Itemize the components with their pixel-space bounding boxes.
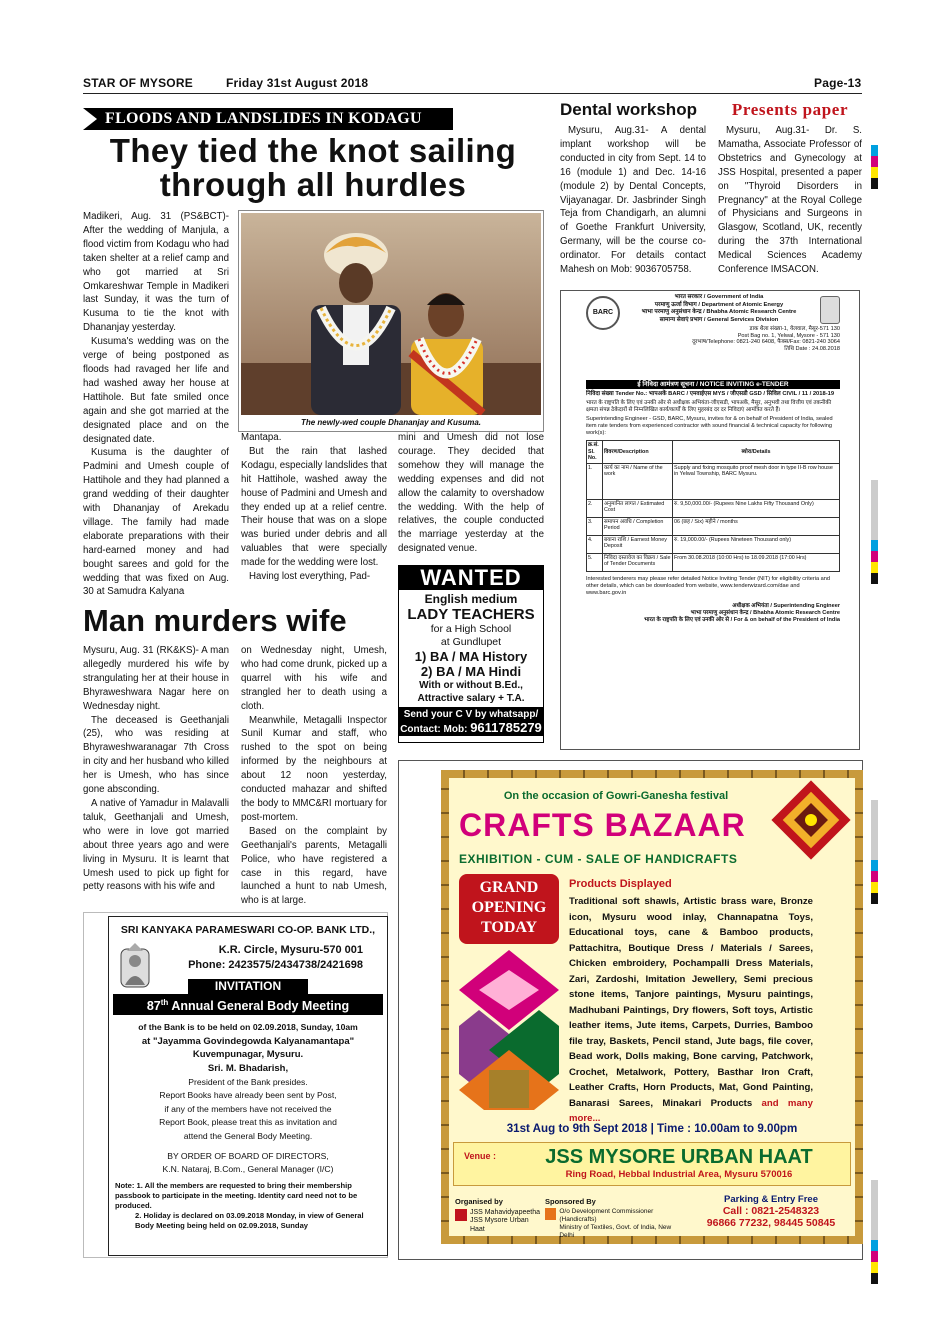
table-row: 5. निविदा दस्तावेज का विक्रय / Sale of Tender Documents From 30.08.2018 (10:00 Hrs) to 18.09.2018 (17:00 Hrs) xyxy=(587,553,840,571)
paper-headline: Presents paper xyxy=(731,100,849,119)
wanted-line: 1) BA / MA History xyxy=(414,649,528,664)
products-list: Traditional soft shawls, Artistic brass ware, Bronze icon, Mysuru wood inlay, Channapatna Toys, Educational toys, cane & Bamboo products, Pattachitra, Boutique Dress / Materials / Sarees, Chicken embroidery, Pochampalli Dress Materials, Zari, Zardoshi, Imitation Jewellery, Semi precious stone items, Tanjore paintings, Mysuru paintings, Madhubani Paintings, Dry flowers, Soft toys, Artistic leather items, Jute items, Carpets, Durries, Bamboo file tray, Baskets, Pencil stand, Jute bags, file cover, Bead work, Dolls making, Bone carving, Patchwork, Crochet, Metalwork, Pottery, Basthar Iron Craft, Leather Crafts, Horn Products, Mat, Gond Painting, Banarasi Sarees, Minakari Products and many more... xyxy=(569,896,813,1124)
tender-intro-english: Superintending Engineer - GSD, BARC, Mysuru, invites for & on behalf of President of India, sealed item rate tenders from experienced contractor with sound financial & technical capacity for following work(s): xyxy=(586,416,833,436)
bank-line: Report Books have already been sent by Post, xyxy=(159,1090,337,1101)
jss-logo-icon xyxy=(455,1209,467,1221)
bank-phone: Phone: 2423575/2434738/2421698 xyxy=(188,959,363,971)
murder-column-2: on Wednesday night, Umesh, who had come drunk, picked up a quarrel with his wife and strangled her to death using a cloth. Meanwhile, Metagalli Inspector Sunil Kumar and staff, who rushed to the spot on being informed by the neighbours at about 12 noon yesterday, conducted mahazar and shifted the body to MMC&RI mortuary for post-mortem. Based on the complaint by Geethanjali's parents, Metagalli Police, who have registered a case in this regard, have launched a hunt to nab Umesh, who is at large. xyxy=(241,645,387,907)
kodagu-headline: They tied the knot sailing through all hurdles xyxy=(109,132,517,203)
meeting-venue: at "Jayamma Govindegowda Kalyanamantapa" xyxy=(141,1035,355,1047)
bank-order: BY ORDER OF BOARD OF DIRECTORS, xyxy=(167,1150,329,1161)
call-number: Call : 0821-2548323 xyxy=(722,1205,820,1217)
wanted-line: 2) BA / MA Hindi xyxy=(420,664,522,679)
kodagu-column-1: Madikeri, Aug. 31 (PS&BCT)- After the wedding of Manjula, a flood victim from Kodagu who had taken shelter at a relief camp and who got married at Sri Omkareshwar Temple in Madikeri last Sunday, it was the turn of Kusuma to tie the knot with Dhananjay yesterday. Kusuma's wedding was on the verge of being postponed as floods had ravaged her life and had washed away her house at Hattihole. But fate smiled once again and she got married at the designated place and on the designated date. Kusuma is the daughter of Padmini and Umesh couple of Hattihole and they had planned a grand wedding of their daughter with Dhananjay of Arekadu village. The family had made elaborate preparations with their hard-earned money and had bought sarees and gold for the wedding that was fixed on Aug. 30 at Samudra Kalyana xyxy=(83,211,229,598)
products-heading: Products Displayed xyxy=(569,878,672,890)
murder-headline: Man murders wife xyxy=(83,603,347,638)
issue-date: Friday 31st August 2018 xyxy=(226,76,369,90)
wanted-ad xyxy=(398,565,544,743)
wanted-line: at Gundlupet xyxy=(440,636,502,648)
wanted-line: English medium xyxy=(424,592,518,606)
bank-line: Report Book, please treat this as invitation and xyxy=(159,1117,337,1128)
wanted-line: for a High School xyxy=(430,623,512,635)
wanted-line: With or without B.Ed., xyxy=(419,680,523,691)
grand-opening-badge: GRAND OPENING TODAY xyxy=(459,874,559,944)
bank-line: if any of the members have not received the xyxy=(164,1103,332,1114)
organised-by: Organised by JSS Mahavidyapeetha JSS Mysore Urban Haat xyxy=(455,1197,540,1233)
wanted-line: LADY TEACHERS xyxy=(407,606,535,623)
kodagu-column-3: mini and Umesh did not lose courage. They decided that somehow they will manage the wedding expenses and did not allow the calamity to overshadow the wedding. With the help of relatives, the couple conducted the marriage yesterday at the designated venue. xyxy=(398,432,544,555)
tender-notice: BARC भारत सरकार / Government of India परमाणु ऊर्जा विभाग / Department of Atomic Energy भाभा परमाणु अनुसंधान केन्द्र / Bhabha Atomic Research Centre सामान्य सेवाएं प्रभाग / General Services Division डाक थैला संख्या-1, येलवाल, मैसूर-571 130 Post Bag no. 1, Yelwal, Mysore - 571 130 दूरभाष/Telephone: 0821-240 6408, फैक्स/Fax: 0821-240 3064 तिथि Date : 24.08.2018 ई निविदा आमंत्रण सूचना / NOTICE INVITING e-TENDER निविदा संख्या Tender No.: भापअकें BARC / एमवाईएस MYS / जीएसडी GSD / सिविल CIVIL / 11 / 2018-19 भारत के राष्ट्रपति के लिए एवं उनकी ओर से अधीक्षक अभियंता-जीएसडी, भापअकें, मैसूर, अनुभवी तथा वित्तीय एवं तकनीकी क्षमता संपन्न ठेकेदारों से निम्नलिखित कार्य/कार्यों के लिए मुहरबंद दर दर निविदाएं आमंत्रित करते हैं। Superintending Engineer - GSD, BARC, Mysuru, invites for & on behalf of President of India, sealed item rate tenders from experienced contractor with sound financial & technical capacity for following work(s): क्र.सं. Sl. No. विवरण/Description ब्योरा/Details 1. कार्य का नाम / Name of the work Supply and fixing mosquito proof mesh door in type II-B row house in Yelwal Township, BARC Mysuru. 2. अनुमानित लागत / Estimated Cost रु. 9,50,000.00/- (Rupees Nine Lakhs Fifty Thousand Only) 3. समापन अवधि / Completion Period 06 (छह / Six) महीने / months 4. बयाना राशि / Earnest Money Deposit रु. 19,000.00/- (Rupees Nineteen Thousand only) 5. निविदा दस्तावेज का विक्रय / Sale of Tender Documents From 30.08.2018 (10:00 Hrs) to 18.09.2018 (17:00 Hrs) Interested tenderers may please refer detailed Notice Inviting Tender (NIT) for eligibility criteria and other details, which can be downloaded from website, www.tenderwizard.com/dae and www.barc.gov.in अधीक्षक अभियंता / Superintending Engineer भाभा परमाणु अनुसंधान केन्द्र / Bhabha Atomic Research Centre भारत के राष्ट्रपति के लिए एवं उनकी ओर से / For & on behalf of the President of India xyxy=(586,294,840,623)
bank-note: 2. Holiday is declared on 03.09.2018 Monday, in view of General Body Meeting being held on 02.09.2018, Sunday xyxy=(135,1210,364,1230)
wanted-line: Attractive salary + T.A. xyxy=(417,693,525,704)
page-number: Page-13 xyxy=(814,76,862,90)
general-manager: K.N. Nataraj, B.Com., General Manager (I/C) xyxy=(162,1164,334,1175)
registration-marks-bottom xyxy=(871,1180,878,1284)
barc-logo: BARC xyxy=(586,296,620,330)
wanted-contact: Send your C V by whatsapp/ Contact: Mob: 9611785279 xyxy=(400,709,542,735)
wedding-photo xyxy=(241,213,541,415)
bank-invitation xyxy=(108,916,388,1256)
tender-footnote: Interested tenderers may please refer detailed Notice Inviting Tender (NIT) for eligibility criteria and other details, which can be downloaded from website, www.tenderwizard.com/dae and www.barc.gov.in xyxy=(586,575,830,596)
deity-icon xyxy=(117,941,153,991)
crafts-bazaar-ad xyxy=(441,770,863,1244)
wanted-phone: 9611785279 xyxy=(470,720,542,735)
kicker-arrow xyxy=(83,108,97,130)
handicrafts-logo-icon xyxy=(545,1208,556,1220)
tender-table: क्र.सं. Sl. No. विवरण/Description ब्योरा/Details 1. कार्य का नाम / Name of the work Supply and fixing mosquito proof mesh door in type II-B row house in Yelwal Township, BARC Mysuru. 2. अनुमानित लागत / Estimated Cost रु. 9,50,000.00/- (Rupees Nine Lakhs Fifty Thousand Only) 3. समापन अवधि / Completion Period 06 (छह / Six) महीने / months 4. बयाना राशि / Earnest Money Deposit रु. 19,000.00/- (Rupees Nineteen Thousand only) 5. निविदा दस्तावेज का विक्रय / Sale of Tender Documents From 30.08.2018 (10:00 Hrs) to 18.09.2018 (17:00 Hrs) xyxy=(586,440,840,572)
kodagu-column-2: Mantapa. But the rain that lashed Kodagu, especially landslides that hit Hattihole, washed away the house of Padmini and Umesh and they ended up at a relief centre. Their house that was on a slope was buried under debris and all valuables that were specially made for the wedding were lost. Having lost everything, Pad- xyxy=(241,432,387,583)
venue-box: Venue : JSS MYSORE URBAN HAAT Ring Road, Hebbal Industrial Area, Mysuru 570016 xyxy=(453,1142,851,1186)
wanted-title: WANTED xyxy=(399,566,543,590)
tender-intro-hindi: भारत के राष्ट्रपति के लिए एवं उनकी ओर से अधीक्षक अभियंता-जीएसडी, भापअकें, मैसूर, अनुभवी तथा वित्तीय एवं तकनीकी क्षमता संपन्न ठेकेदारों से निम्नलिखित कार्य/कार्यों के लिए मुहरबंद दर दर निविदाएं आमंत्रित करते हैं। xyxy=(586,400,832,413)
parking-note: Parking & Entry Free xyxy=(724,1194,818,1205)
venue-name: JSS MYSORE URBAN HAAT xyxy=(545,1146,813,1168)
crafts-title: CRAFTS BAZAAR xyxy=(459,807,746,843)
registration-marks-low xyxy=(871,800,878,904)
table-row: 1. कार्य का नाम / Name of the work Supply and fixing mosquito proof mesh door in type II-B row house in Yelwal Township, BARC Mysuru. xyxy=(587,463,840,499)
crafts-subtitle: EXHIBITION - CUM - SALE OF HANDICRAFTS xyxy=(459,852,738,866)
header-rule xyxy=(83,93,862,94)
contact-block xyxy=(691,1194,851,1229)
bank-address: K.R. Circle, Mysuru-570 001 xyxy=(218,944,363,956)
meeting-date: of the Bank is to be held on 02.09.2018, Sunday, 10am xyxy=(138,1022,358,1033)
bank-line: President of the Bank presides. xyxy=(188,1076,308,1087)
dental-body: Mysuru, Aug.31- A dental implant workshop will be conducted in city from Sept. 14 to 16 (module 1) and Dec. 14-16 (module 2) by Dental Concepts, Vijayanagar. Dr. Jasbrinder Singh Teja from Chandigarh, an alumni of Goethe Frankfurt University, Germany, will be the course co-ordinator. For details contact Mahesh on Mob: 9036705758. xyxy=(560,125,706,276)
president-name: Sri. M. Bhadarish, xyxy=(207,1062,289,1074)
invitation-label: INVITATION xyxy=(188,979,308,994)
table-row: 2. अनुमानित लागत / Estimated Cost रु. 9,50,000.00/- (Rupees Nine Lakhs Fifty Thousand Only) xyxy=(587,499,840,517)
section-kicker: FLOODS AND LANDSLIDES IN KODAGU xyxy=(83,108,453,130)
murder-column-1: Mysuru, Aug. 31 (RK&KS)- A man allegedly murdered his wife by strangulating her at their house in Bhyraweshwara Nagar here on Wednesday night. The deceased is Geethanjali (25), who was residing at Bhyraweshwaranagar 7th Cross in city and her husband who killed her is Umesh, who has since gone absconding. A native of Yamadur in Malavalli taluk, Geethanjali and Umesh, who were in love got married about three years ago and were living in Mysuru. It is learnt that Umesh used to pick up fight for petty reasons with his wife and xyxy=(83,645,229,893)
registration-marks-top xyxy=(871,145,878,189)
tender-signature: अधीक्षक अभियंता / Superintending Engineer भाभा परमाणु अनुसंधान केन्द्र / Bhabha Atomic Research Centre भारत के राष्ट्रपति के लिए एवं उनकी ओर से / For & on behalf of the President of India xyxy=(644,602,840,623)
tender-number: निविदा संख्या Tender No.: भापअकें BARC / एमवाईएस MYS / जीएसडी GSD / सिविल CIVIL / 11 / 2018-19 xyxy=(586,391,835,397)
bank-name: SRI KANYAKA PARAMESWARI CO-OP. BANK LTD., xyxy=(120,924,376,936)
emblem-icon xyxy=(820,296,840,324)
meeting-title: 87th Annual General Body Meeting xyxy=(113,994,383,1015)
handicraft-images xyxy=(459,950,559,1110)
tender-banner: ई निविदा आमंत्रण सूचना / NOTICE INVITING e-TENDER xyxy=(586,380,840,389)
sponsored-by: Sponsored By O/o Development Commissioner (Handicrafts) Ministry of Textiles, Govt. of India, New Delhi xyxy=(545,1197,672,1239)
crafts-dates: 31st Aug to 9th Sept 2018 | Time : 10.00am to 9.00pm xyxy=(506,1122,798,1135)
registration-marks-mid xyxy=(871,480,878,584)
table-row: 4. बयाना राशि / Earnest Money Deposit रु. 19,000.00/- (Rupees Nineteen Thousand only) xyxy=(587,535,840,553)
dental-headline: Dental workshop xyxy=(560,100,697,119)
meeting-place: Kuvempunagar, Mysuru. xyxy=(192,1049,304,1061)
bank-note: Note: 1. All the members are requested to bring their membership passbook to participate in the meeting. Identity card need not to be produced. xyxy=(115,1180,358,1210)
photo-caption: The newly-wed couple Dhananjay and Kusuma. xyxy=(300,418,482,427)
venue-address: Ring Road, Hebbal Industrial Area, Mysuru 570016 xyxy=(565,1169,793,1180)
kolam-logo-icon xyxy=(771,780,851,860)
crafts-occasion: On the occasion of Gowri-Ganesha festival xyxy=(503,790,729,802)
mobile-numbers: 96866 77232, 98445 50845 xyxy=(706,1217,836,1229)
paper-body: Mysuru, Aug.31- Dr. S. Mamatha, Associate Professor of Obstetrics and Gynecology at JSS Hospital, presented a paper on "Thyroid Disorders in Pregnancy" at the Royal College of Physicians and Surgeons in Glasgow, Scotland, UK, recently during the 37th International Medical Sciences Academy Conference IMSACON. xyxy=(718,125,862,276)
bank-line: attend the General Body Meeting. xyxy=(183,1130,313,1141)
table-row: 3. समापन अवधि / Completion Period 06 (छह / Six) महीने / months xyxy=(587,517,840,535)
paper-name: STAR OF MYSORE xyxy=(83,76,193,90)
